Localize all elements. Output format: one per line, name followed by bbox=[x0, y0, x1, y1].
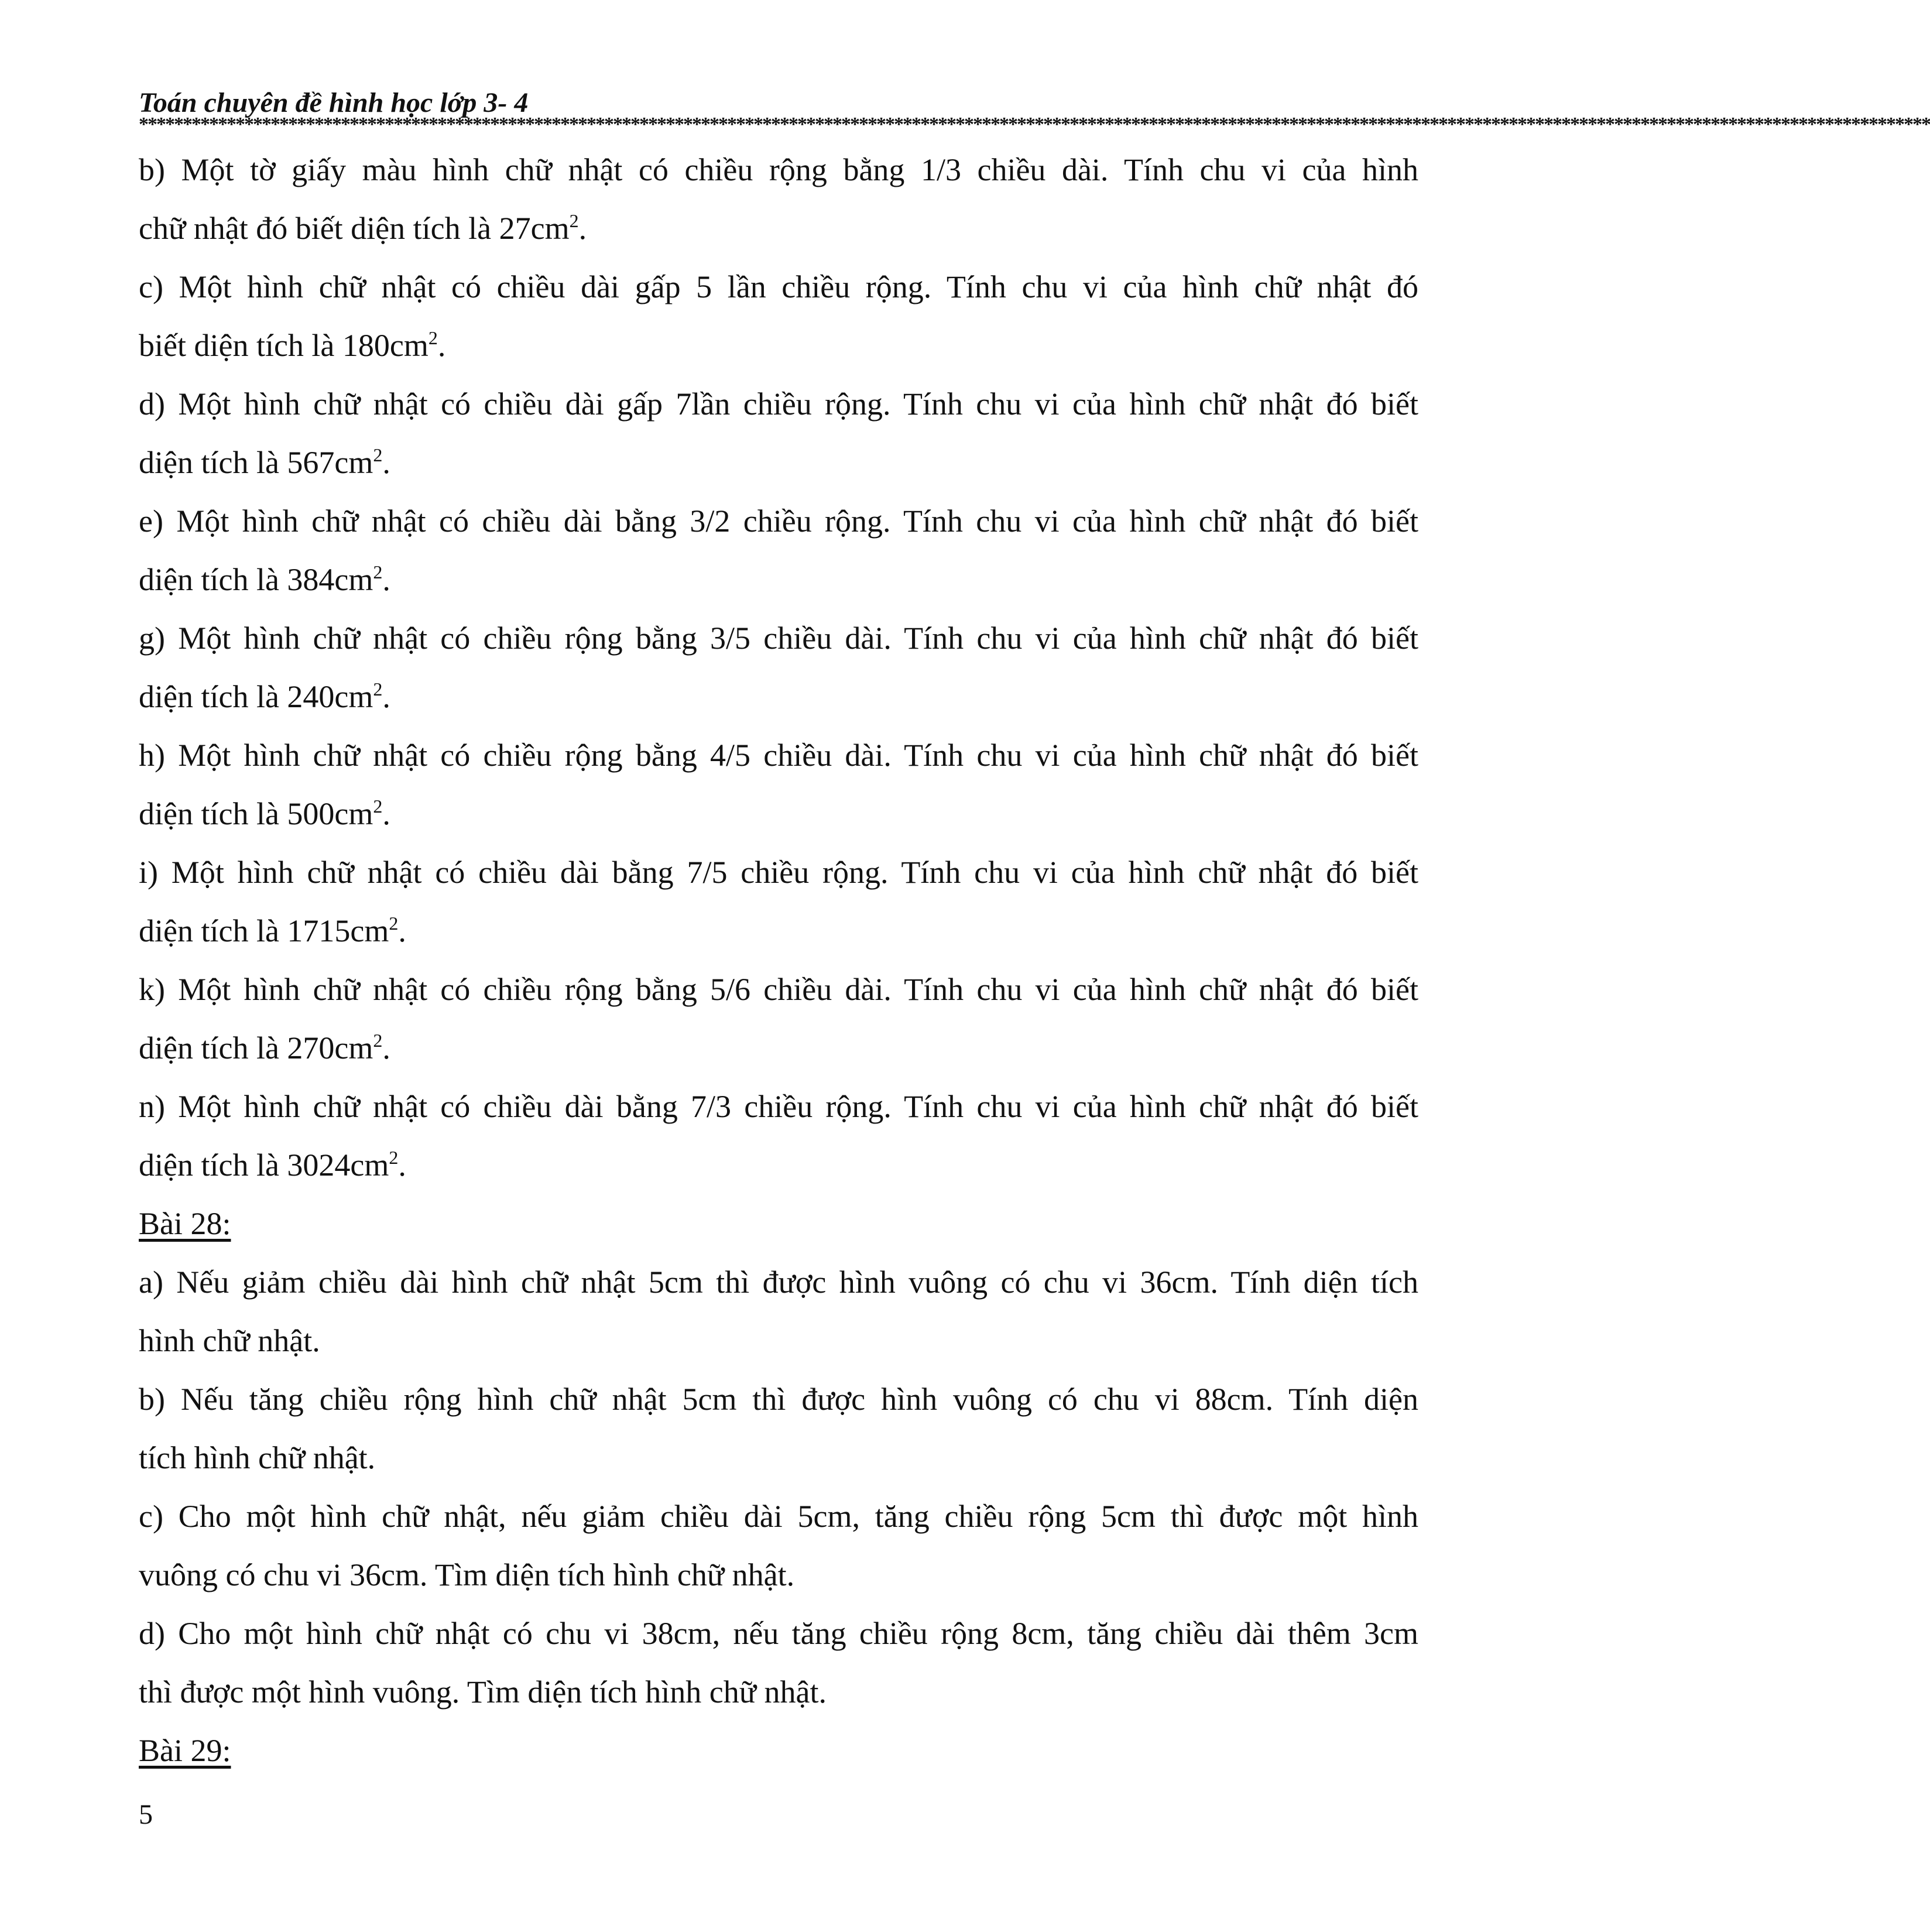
text-line bbox=[139, 199, 1418, 258]
line-punctuation: . bbox=[382, 1030, 390, 1066]
superscript-exponent: 2 bbox=[373, 796, 383, 817]
text-line-content: c) Một hình chữ nhật có chiều dài gấp 5 lần chiều rộng. Tính chu vi của hình chữ nhật đó bbox=[139, 269, 1418, 304]
section-heading bbox=[139, 1721, 1418, 1780]
superscript-exponent: 2 bbox=[389, 1147, 399, 1168]
text-line-content: vuông có chu vi 36cm. Tìm diện tích hình chữ nhật. bbox=[139, 1557, 795, 1592]
text-line-content: biết diện tích là 180cm bbox=[139, 328, 428, 363]
text-line-content: e) Một hình chữ nhật có chiều dài bằng 3/2 chiều rộng. Tính chu vi của hình chữ nhật đó biết bbox=[139, 503, 1418, 539]
text-line bbox=[139, 1546, 1418, 1604]
line-punctuation: . bbox=[398, 913, 406, 948]
text-line bbox=[139, 1136, 1418, 1194]
text-line bbox=[139, 1663, 1418, 1721]
text-line-content: diện tích là 384cm bbox=[139, 562, 373, 597]
text-line-content: k) Một hình chữ nhật có chiều rộng bằng 5/6 chiều dài. Tính chu vi của hình chữ nhật đó biết bbox=[139, 972, 1418, 1007]
text-line bbox=[139, 902, 1418, 960]
text-line-content: diện tích là 500cm bbox=[139, 796, 373, 831]
text-line bbox=[139, 375, 1418, 433]
text-line-content: d) Một hình chữ nhật có chiều dài gấp 7lần chiều rộng. Tính chu vi của hình chữ nhật đó biết bbox=[139, 386, 1418, 422]
line-punctuation: . bbox=[382, 445, 390, 480]
text-line bbox=[139, 550, 1418, 609]
text-line bbox=[139, 1019, 1418, 1077]
line-punctuation: . bbox=[398, 1147, 406, 1183]
text-line-content: diện tích là 240cm bbox=[139, 679, 373, 714]
text-line bbox=[139, 433, 1418, 492]
text-line-content: d) Cho một hình chữ nhật có chu vi 38cm, nếu tăng chiều rộng 8cm, tăng chiều dài thêm 3cm bbox=[139, 1616, 1418, 1651]
superscript-exponent: 2 bbox=[373, 1030, 383, 1051]
line-punctuation: . bbox=[382, 796, 390, 831]
text-line-content: diện tích là 3024cm bbox=[139, 1147, 389, 1183]
text-line bbox=[139, 141, 1418, 199]
superscript-exponent: 2 bbox=[373, 679, 383, 700]
line-punctuation: . bbox=[382, 562, 390, 597]
text-line-content: i) Một hình chữ nhật có chiều dài bằng 7/5 chiều rộng. Tính chu vi của hình chữ nhật đó biết bbox=[139, 855, 1418, 890]
text-line-content: diện tích là 270cm bbox=[139, 1030, 373, 1066]
line-punctuation: . bbox=[437, 328, 446, 363]
text-line-content: b) Nếu tăng chiều rộng hình chữ nhật 5cm thì được hình vuông có chu vi 88cm. Tính diện bbox=[139, 1382, 1418, 1417]
text-line-content: thì được một hình vuông. Tìm diện tích hình chữ nhật. bbox=[139, 1674, 827, 1710]
section-heading-label: Bài 29: bbox=[139, 1733, 231, 1768]
text-line-content: c) Cho một hình chữ nhật, nếu giảm chiều dài 5cm, tăng chiều rộng 5cm thì được một hình bbox=[139, 1499, 1418, 1534]
page-number: 5 bbox=[139, 1799, 153, 1830]
text-line bbox=[139, 1370, 1418, 1429]
text-line-content: tích hình chữ nhật. bbox=[139, 1440, 376, 1475]
superscript-exponent: 2 bbox=[569, 210, 579, 231]
text-line-content: g) Một hình chữ nhật có chiều rộng bằng 3/5 chiều dài. Tính chu vi của hình chữ nhật đó biết bbox=[139, 621, 1418, 656]
text-line bbox=[139, 1311, 1418, 1370]
line-punctuation: . bbox=[578, 211, 587, 246]
text-line bbox=[139, 843, 1418, 902]
text-line bbox=[139, 1077, 1418, 1136]
section-heading bbox=[139, 1194, 1418, 1253]
text-line-content: n) Một hình chữ nhật có chiều dài bằng 7/3 chiều rộng. Tính chu vi của hình chữ nhật đó biết bbox=[139, 1089, 1418, 1124]
text-line-content: diện tích là 567cm bbox=[139, 445, 373, 480]
text-line-content: hình chữ nhật. bbox=[139, 1323, 320, 1358]
text-line bbox=[139, 1429, 1418, 1487]
text-line bbox=[139, 492, 1418, 550]
superscript-exponent: 2 bbox=[428, 327, 438, 348]
section-heading-label: Bài 28: bbox=[139, 1206, 231, 1241]
text-line bbox=[139, 1487, 1418, 1546]
text-line bbox=[139, 726, 1418, 785]
text-line bbox=[139, 960, 1418, 1019]
text-line bbox=[139, 1604, 1418, 1663]
text-line-content: chữ nhật đó biết diện tích là 27cm bbox=[139, 211, 570, 246]
text-line bbox=[139, 609, 1418, 667]
text-line bbox=[139, 258, 1418, 316]
superscript-exponent: 2 bbox=[389, 913, 399, 934]
text-line-content: a) Nếu giảm chiều dài hình chữ nhật 5cm thì được hình vuông có chu vi 36cm. Tính diện tích bbox=[139, 1265, 1418, 1300]
text-line bbox=[139, 667, 1418, 726]
header-title: Toán chuyên đề hình học lớp 3- 4 bbox=[139, 87, 529, 118]
superscript-exponent: 2 bbox=[373, 444, 383, 465]
header-asterisk-rule: ************************************************************************************************************************************************************************************************************ bbox=[139, 114, 1930, 135]
document-body bbox=[139, 141, 1418, 1780]
text-line bbox=[139, 316, 1418, 375]
line-punctuation: . bbox=[382, 679, 390, 714]
text-line-content: h) Một hình chữ nhật có chiều rộng bằng 4/5 chiều dài. Tính chu vi của hình chữ nhật đó biết bbox=[139, 738, 1418, 773]
text-line bbox=[139, 1253, 1418, 1311]
text-line-content: b) Một tờ giấy màu hình chữ nhật có chiều rộng bằng 1/3 chiều dài. Tính chu vi của hình bbox=[139, 152, 1418, 187]
text-line-content: diện tích là 1715cm bbox=[139, 913, 389, 948]
superscript-exponent: 2 bbox=[373, 561, 383, 583]
text-line bbox=[139, 785, 1418, 843]
